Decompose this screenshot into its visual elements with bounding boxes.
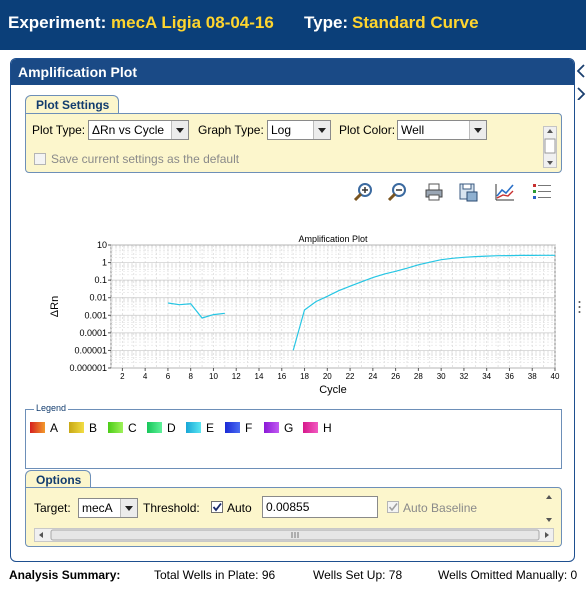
auto-baseline-checkbox[interactable] — [387, 501, 399, 513]
y-tick-label: 10 — [96, 240, 107, 250]
plot-color-label: Plot Color: — [339, 123, 396, 137]
legend-title: Legend — [36, 403, 67, 413]
target-select[interactable]: mecA — [78, 498, 138, 518]
amplification-chart — [46, 229, 566, 399]
zoom-out-icon[interactable] — [387, 181, 409, 203]
options-horizontal-scrollbar[interactable] — [34, 528, 554, 542]
plot-settings-section — [25, 113, 562, 173]
x-tick-label: 36 — [505, 372, 514, 381]
y-tick-label: 0.0001 — [79, 327, 107, 338]
save-default-checkbox[interactable] — [34, 153, 46, 165]
y-tick-label: 0.01 — [89, 292, 107, 303]
chevron-down-icon[interactable] — [120, 499, 137, 517]
y-tick-label: 0.000001 — [69, 363, 107, 373]
x-tick-label: 28 — [413, 372, 423, 381]
legend-swatch — [30, 422, 45, 433]
x-tick-label: 26 — [391, 372, 401, 381]
summary-label: Analysis Summary: — [9, 568, 121, 582]
options-section — [25, 487, 562, 547]
legend-label: F — [245, 421, 253, 435]
splitter-handle[interactable] — [578, 300, 581, 316]
x-tick-label: 16 — [277, 372, 287, 381]
plot-color-select[interactable]: Well — [397, 120, 487, 140]
threshold-auto-checkbox[interactable] — [211, 501, 223, 513]
expand-right-icon — [578, 88, 584, 100]
side-collapse-controls — [575, 60, 586, 103]
legend-label: B — [89, 421, 98, 435]
x-tick-label: 38 — [527, 372, 537, 381]
x-tick-label: 6 — [165, 372, 171, 381]
legend-swatch — [225, 422, 240, 433]
legend-list-icon[interactable] — [531, 181, 553, 203]
amplification-plot-panel — [10, 58, 575, 562]
x-tick-label: 40 — [550, 372, 560, 381]
scroll-down-icon — [547, 161, 553, 165]
scroll-left-icon — [39, 532, 43, 538]
legend-swatch — [264, 422, 279, 433]
x-tick-label: 2 — [120, 372, 125, 381]
y-tick-label: 0.00001 — [74, 345, 107, 356]
panel-header — [11, 59, 574, 85]
x-tick-label: 8 — [188, 372, 193, 381]
x-tick-label: 14 — [254, 372, 264, 381]
target-label: Target: — [34, 501, 71, 515]
type-label: Type: — [304, 13, 349, 32]
legend-label: C — [128, 421, 137, 435]
collapse-left-icon[interactable] — [575, 60, 586, 100]
type-value: Standard Curve — [352, 13, 479, 32]
legend-label: D — [167, 421, 176, 435]
chart-title: Amplification Plot — [298, 234, 368, 244]
chevron-down-icon[interactable] — [469, 121, 486, 139]
wells-omitted: Wells Omitted Manually: 0 — [438, 568, 578, 582]
total-wells: Total Wells in Plate: 96 — [154, 568, 276, 582]
x-tick-label: 30 — [436, 372, 446, 381]
zoom-in-icon[interactable] — [353, 181, 375, 203]
legend-label: E — [206, 421, 215, 435]
y-tick-label: 1 — [101, 257, 107, 268]
x-tick-label: 24 — [368, 372, 378, 381]
save-default-label: Save current settings as the default — [51, 152, 240, 166]
chevron-down-icon[interactable] — [171, 121, 188, 139]
save-image-icon[interactable] — [457, 181, 479, 203]
legend-label: A — [50, 421, 59, 435]
options-scrollbar[interactable] — [543, 492, 557, 526]
x-tick-label: 4 — [142, 372, 148, 381]
tab-options[interactable]: Options — [25, 470, 91, 489]
experiment-label: Experiment: — [8, 13, 107, 32]
legend-label: H — [323, 421, 332, 435]
y-axis-label: ΔRn — [49, 295, 61, 318]
chevron-down-icon[interactable] — [313, 121, 330, 139]
x-tick-label: 12 — [231, 372, 241, 381]
experiment-name: mecA Ligia 08-04-16 — [111, 13, 274, 32]
plot-type-label: Plot Type: — [32, 123, 86, 137]
wells-set-up: Wells Set Up: 78 — [313, 568, 403, 582]
x-tick-label: 32 — [459, 372, 469, 381]
x-tick-label: 22 — [345, 372, 355, 381]
y-tick-label: 0.001 — [84, 310, 107, 321]
print-icon[interactable] — [423, 181, 445, 203]
legend-label: G — [284, 421, 294, 435]
y-tick-label: 0.1 — [94, 275, 107, 286]
plot-type-select[interactable]: ΔRn vs Cycle — [88, 120, 189, 140]
x-tick-label: 20 — [322, 372, 332, 381]
legend-swatch — [147, 422, 162, 433]
x-axis-label: Cycle — [319, 384, 347, 396]
legend-swatch — [108, 422, 123, 433]
analysis-summary-bar — [0, 564, 586, 586]
legend-swatch — [69, 422, 84, 433]
threshold-input[interactable]: 0.00855 — [262, 496, 378, 518]
checkmark-icon — [212, 502, 222, 512]
tab-plot-settings[interactable]: Plot Settings — [25, 95, 119, 114]
legend-swatch — [303, 422, 318, 433]
graph-type-select[interactable]: Log — [267, 120, 331, 140]
settings-scrollbar[interactable] — [543, 126, 557, 168]
scroll-down-icon — [546, 518, 552, 522]
x-tick-label: 34 — [482, 372, 492, 381]
x-tick-label: 18 — [300, 372, 309, 381]
graph-type-label: Graph Type: — [198, 123, 264, 137]
plot-properties-icon[interactable] — [494, 181, 516, 203]
checkmark-icon — [388, 502, 398, 512]
threshold-auto-label: Auto — [227, 501, 252, 515]
scroll-up-icon — [546, 495, 552, 499]
auto-baseline-label: Auto Baseline — [403, 501, 478, 515]
scroll-up-icon — [547, 129, 553, 133]
experiment-header — [0, 0, 586, 50]
panel-title: Amplification Plot — [18, 64, 137, 80]
legend-box — [25, 403, 562, 469]
threshold-label: Threshold: — [143, 501, 200, 515]
scroll-right-icon — [545, 532, 549, 538]
x-tick-label: 10 — [209, 372, 218, 381]
legend-swatch — [186, 422, 201, 433]
